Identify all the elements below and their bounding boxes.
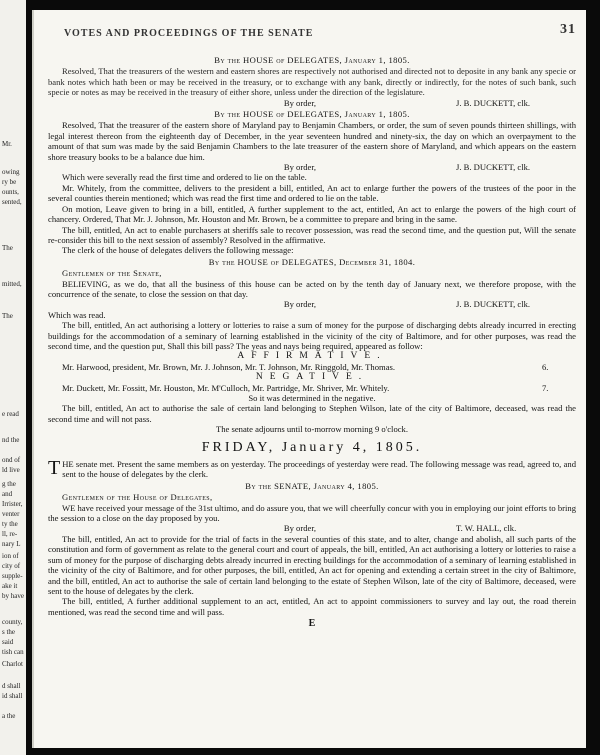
by-order-label: By order,	[283, 299, 316, 310]
message-heading: By the HOUSE of DELEGATES, December 31, 1804.	[208, 256, 416, 267]
paragraph-sheriffs: The bill, entitled, An act to enable purchasers at sheriffs sale to recover possession, was read the second time, and the question put, Will the senate re-consider this bill to the next session of assembly? Resolved in the affirmative.	[48, 224, 576, 245]
margin-fragment: The	[2, 312, 13, 320]
document-page	[32, 10, 586, 748]
margin-fragment: s the	[2, 628, 16, 636]
affirmative-names: Mr. Harwood, president, Mr. Brown, Mr. J. Johnson, Mr. T. Johnson, Mr. Ringgold, Mr. Thomas.	[62, 361, 396, 372]
by-order-line	[48, 299, 576, 309]
margin-fragment: owing	[2, 168, 20, 176]
by-order-label: By order,	[283, 162, 316, 173]
margin-fragment: a the	[2, 712, 16, 720]
message-heading: By the HOUSE of DELEGATES, January 1, 1805.	[214, 55, 410, 65]
clerk-signature: J. B. DUCKETT, clk.	[456, 97, 531, 108]
paragraph-commissioners: The bill, entitled, A further additional supplement to an act, entitled, An act to appoint commissioners to survey and lay out, the road therein mentioned, was read the second time and will pass.	[48, 596, 576, 617]
margin-fragment: nary L	[2, 540, 21, 548]
margin-fragment: g the	[2, 480, 16, 488]
paragraph-adjourn: The senate adjourns until to-morrow morning 9 o'clock.	[216, 424, 408, 435]
margin-fragment: nd the	[2, 436, 20, 444]
day-heading: FRIDAY, January 4, 1805.	[201, 439, 423, 455]
page-number: 31	[560, 22, 576, 37]
drop-cap: T	[48, 457, 61, 480]
vote-result: So it was determined in the negative.	[248, 393, 376, 403]
margin-fragment: Irrister,	[2, 500, 23, 508]
clerk-signature: T. W. HALL, clk.	[456, 523, 517, 534]
running-head-title: VOTES AND PROCEEDINGS OF THE SENATE	[64, 28, 314, 39]
margin-fragment: ry be	[2, 178, 17, 186]
margin-fragment: tish can	[2, 648, 24, 656]
affirmative-label: AFFIRMATIVE.	[237, 351, 387, 362]
paragraph-whitely: Mr. Whitely, from the committee, delivers to the president a bill, entitled, An act to enlarge further the powers of the trustees of the poor in the several counties therein mentioned; which was read the first time and ordered to lie on the table.	[48, 182, 576, 204]
paragraph-wilson: The bill, entitled, An act to authorise the sale of certain land belonging to Stephen Wilson, late of the city of Baltimore, deceased, was read the second time and will not pass.	[48, 403, 576, 424]
signature-mark: E	[308, 618, 316, 630]
paragraph-motion: On motion, Leave given to bring in a bill, entitled, A further supplement to the act, entitled, An act to enlarge the powers of the high court of chancery. Ordered, That Mr. J. Johnson, Mr. Houston and Mr. Brown, be a committee to prepare and bring in the same.	[48, 203, 576, 225]
margin-fragment: ounts,	[2, 188, 19, 196]
message-heading: By the SENATE, January 4, 1805.	[245, 480, 379, 491]
salutation: Gentlemen of the House of Delegates,	[62, 492, 213, 503]
negative-row	[48, 383, 576, 393]
paragraph-which-read: Which was read.	[48, 309, 106, 320]
clerk-signature: J. B. DUCKETT, clk.	[456, 299, 531, 310]
resolution-treasurers: Resolved, That the treasurers of the western and eastern shores are respectively not authorised and directed not to deposite in any bank any specie or bank notes which hath been or may be received in the treasury, or to exchange with any bank, directly or indirectly, for the notes of such bank, such specie or notes as may be received in the treasury of either shore, unless under the direction of the legislature.	[48, 66, 576, 98]
paragraph-lottery: The bill, entitled, An act authorising a lottery or lotteries to raise a sum of money for the purpose of discharging debts already incurred in erecting buildings for the accommodation of a seminary of learning established in the vicinity of the city of Baltimore, and for other purposes, was read the second time, and the question put, Shall this bill pass? The yeas and nays being required, appeared as follow:	[48, 320, 576, 351]
margin-fragment: supple-	[2, 572, 23, 580]
margin-fragment: and	[2, 490, 13, 498]
negative-names: Mr. Duckett, Mr. Fossitt, Mr. Houston, Mr. M'Culloch, Mr. Partridge, Mr. Shriver, Mr. Whitely.	[62, 382, 390, 393]
by-order-line	[48, 162, 576, 172]
margin-fragment: ld live	[2, 466, 20, 474]
margin-fragment: ion of	[2, 552, 19, 560]
message-body: BELIEVING, as we do, that all the business of this house can be acted on by the tenth day of January next, we therefore propose, with the concurrence of the senate, to close the session on that day.	[48, 278, 576, 299]
margin-fragment: ake it	[2, 582, 18, 590]
margin-fragment: said	[2, 638, 14, 646]
negative-label: NEGATIVE.	[255, 372, 369, 383]
friday-opening-text: HE senate met. Present the same members as on yesterday. The proceedings of yesterday were read. The following message was read, agreed to, and sent to the house of delegates by the clerk.	[62, 459, 576, 480]
message-heading: By the HOUSE of DELEGATES, January 1, 1805.	[214, 109, 410, 120]
by-order-line	[48, 98, 576, 108]
margin-fragment: id shall	[2, 692, 23, 700]
margin-fragment: e read	[2, 410, 19, 418]
resolution-chambers: Resolved, That the treasurer of the eastern shore of Maryland pay to Benjamin Chambers, or order, the sum of seven pounds thirteen shillings, with legal interest thereon from the eighteenth day of December, in the year seventeen hundred and ninety-six, the day on which an overpayment to the amount of that sum was made by the said Benjamin Chambers to the late treasurer of the eastern shore of Maryland, and which appears on the eastern shore treasury books to be a balance due him.	[48, 120, 576, 162]
margin-fragment: by have	[2, 592, 24, 600]
running-head	[64, 22, 576, 42]
by-order-line	[48, 523, 576, 533]
margin-fragment: d shall	[2, 682, 21, 690]
adjacent-page-margin	[0, 0, 26, 755]
paragraph-trial: The bill, entitled, An act to provide for the trial of facts in the several counties of this state, and to alter, change and abolish, all such parts of the constitution and form of government as relate to the general court and court of appeals, the bill, entitled, An act authorising a lottery or lotteries to raise a sum of money for the purpose of discharging debts already incurred in erecting buildings for the accommodation of a seminary of learning established in the vicinity of the city of Baltimore, and for other purposes, the bill, entitled, An act for opening and extending a certain street in the city of Baltimore, and the bill, entitled, An act to authorise the sale of certain land belonging to the estate of Stephen Wilson, late of the city of Baltimore, deceased, were sent to the house of delegates by the clerk.	[48, 533, 576, 596]
by-order-label: By order,	[283, 97, 316, 108]
margin-fragment: sented,	[2, 198, 22, 206]
margin-fragment: mitted,	[2, 280, 22, 288]
clerk-signature: J. B. DUCKETT, clk.	[456, 162, 531, 173]
margin-fragment: venter	[2, 510, 20, 518]
message-body: WE have received your message of the 31st ultimo, and do assure you, that we will cheerfully concur with you in employing our joint efforts to bring the session to a close on the day proposed by you.	[48, 502, 576, 524]
margin-fragment: city of	[2, 562, 21, 570]
margin-fragment: ll, re-	[2, 530, 18, 538]
margin-fragment: ty the	[2, 520, 18, 528]
margin-fragment: The	[2, 244, 13, 252]
by-order-label: By order,	[283, 523, 316, 534]
friday-opening	[48, 459, 576, 480]
margin-fragment: Mr.	[2, 140, 12, 148]
paragraph-clerk-message: The clerk of the house of delegates delivers the following message:	[62, 245, 294, 256]
salutation: Gentlemen of the Senate,	[62, 268, 162, 279]
margin-fragment: Charlot	[2, 660, 23, 668]
affirmative-row	[48, 362, 576, 372]
margin-fragment: county,	[2, 618, 23, 626]
affirmative-count: 6.	[542, 361, 549, 372]
paragraph-read: Which were severally read the first time and ordered to lie on the table.	[62, 172, 307, 183]
page-content	[48, 54, 576, 630]
margin-fragment: ond of	[2, 456, 21, 464]
negative-count: 7.	[542, 382, 549, 393]
